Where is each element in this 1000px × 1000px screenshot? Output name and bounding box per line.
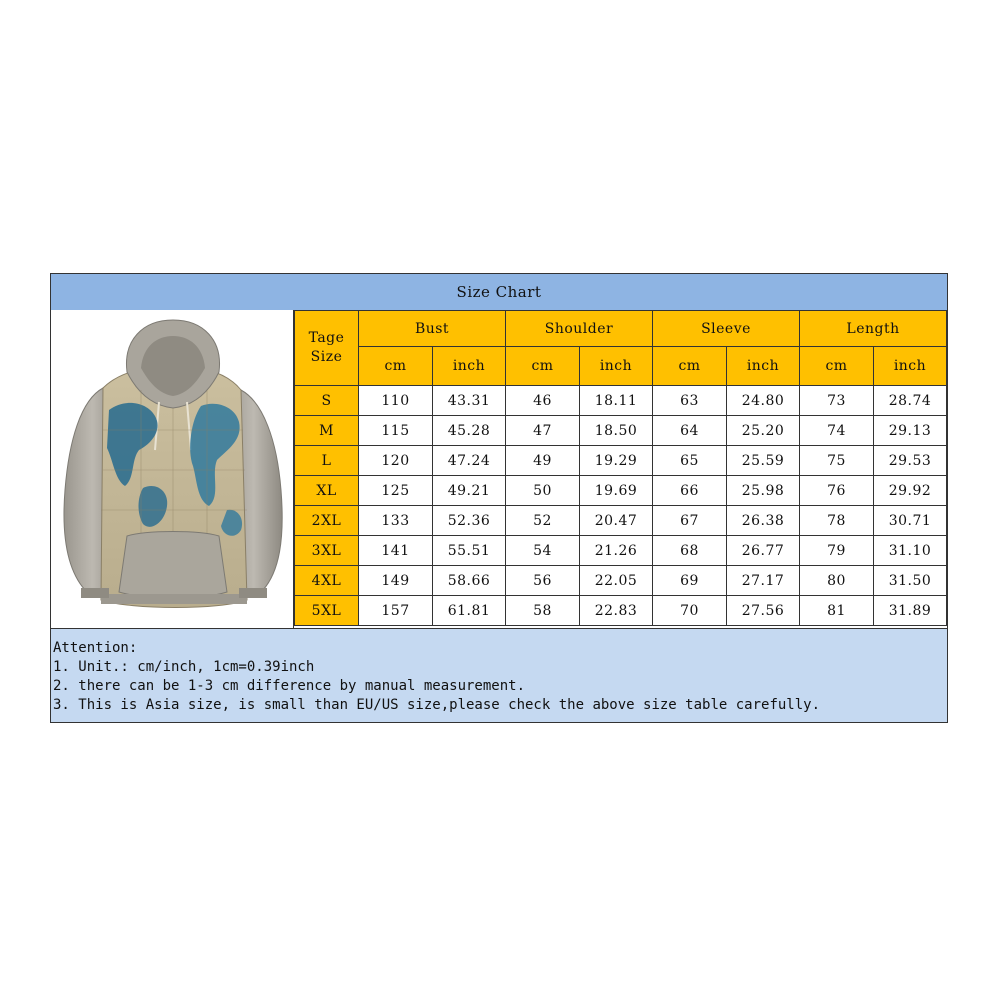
table-row (295, 416, 947, 446)
measurement-cell: 27.56 (727, 596, 800, 626)
size-table (294, 310, 947, 626)
notes-heading: Attention: (53, 640, 138, 656)
measurement-cell: 22.05 (580, 566, 653, 596)
measurement-cell: 70 (653, 596, 727, 626)
group-header-shoulder: Shoulder (506, 311, 653, 347)
table-row (295, 386, 947, 416)
measurement-cell: 67 (653, 506, 727, 536)
table-row (295, 446, 947, 476)
size-cell: 5XL (295, 596, 359, 626)
group-header-sleeve: Sleeve (653, 311, 800, 347)
unit-header-1: inch (433, 347, 506, 386)
size-header-line-1: Tage (308, 330, 345, 346)
measurement-cell: 120 (359, 446, 433, 476)
group-header-bust: Bust (359, 311, 506, 347)
measurement-cell: 46 (506, 386, 580, 416)
size-chart-title: Size Chart (51, 274, 947, 311)
measurement-cell: 75 (800, 446, 874, 476)
hoodie-illustration (51, 310, 294, 628)
size-cell: 2XL (295, 506, 359, 536)
measurement-cell: 26.38 (727, 506, 800, 536)
measurement-cell: 43.31 (433, 386, 506, 416)
measurement-cell: 25.98 (727, 476, 800, 506)
measurement-cell: 69 (653, 566, 727, 596)
measurement-cell: 31.10 (874, 536, 947, 566)
measurement-cell: 26.77 (727, 536, 800, 566)
measurement-cell: 58 (506, 596, 580, 626)
size-cell: 3XL (295, 536, 359, 566)
measurement-cell: 50 (506, 476, 580, 506)
measurement-cell: 27.17 (727, 566, 800, 596)
measurement-cell: 25.59 (727, 446, 800, 476)
measurement-cell: 29.92 (874, 476, 947, 506)
product-image-hoodie (51, 310, 294, 628)
measurement-cell: 24.80 (727, 386, 800, 416)
measurement-cell: 141 (359, 536, 433, 566)
measurement-cell: 157 (359, 596, 433, 626)
measurement-cell: 56 (506, 566, 580, 596)
measurement-cell: 29.53 (874, 446, 947, 476)
size-cell: L (295, 446, 359, 476)
measurement-cell: 64 (653, 416, 727, 446)
measurement-cell: 28.74 (874, 386, 947, 416)
measurement-cell: 125 (359, 476, 433, 506)
measurement-cell: 78 (800, 506, 874, 536)
measurement-cell: 55.51 (433, 536, 506, 566)
measurement-cell: 49.21 (433, 476, 506, 506)
size-chart (50, 273, 948, 723)
measurement-cell: 30.71 (874, 506, 947, 536)
measurement-cell: 61.81 (433, 596, 506, 626)
unit-header-2: cm (506, 347, 580, 386)
size-table-body (295, 311, 947, 626)
unit-header-5: inch (727, 347, 800, 386)
measurement-cell: 18.50 (580, 416, 653, 446)
measurement-cell: 54 (506, 536, 580, 566)
note-measurement: 2. there can be 1-3 cm difference by manual measurement. (53, 678, 526, 694)
size-header-line-2: Size (310, 349, 343, 365)
unit-header-6: cm (800, 347, 874, 386)
measurement-cell: 66 (653, 476, 727, 506)
table-row (295, 596, 947, 626)
unit-header-0: cm (359, 347, 433, 386)
measurement-cell: 29.13 (874, 416, 947, 446)
table-row (295, 566, 947, 596)
measurement-cell: 74 (800, 416, 874, 446)
measurement-cell: 25.20 (727, 416, 800, 446)
measurement-cell: 65 (653, 446, 727, 476)
measurement-cell: 63 (653, 386, 727, 416)
measurement-cell: 79 (800, 536, 874, 566)
measurement-cell: 47 (506, 416, 580, 446)
unit-header-7: inch (874, 347, 947, 386)
measurement-cell: 19.69 (580, 476, 653, 506)
size-cell: 4XL (295, 566, 359, 596)
measurement-cell: 31.50 (874, 566, 947, 596)
size-cell: XL (295, 476, 359, 506)
measurement-cell: 149 (359, 566, 433, 596)
measurement-cell: 49 (506, 446, 580, 476)
group-header-length: Length (800, 311, 947, 347)
measurement-cell: 52 (506, 506, 580, 536)
measurement-cell: 73 (800, 386, 874, 416)
table-row (295, 476, 947, 506)
measurement-cell: 19.29 (580, 446, 653, 476)
size-header-cell (295, 311, 359, 386)
measurement-cell: 115 (359, 416, 433, 446)
measurement-cell: 18.11 (580, 386, 653, 416)
unit-header-3: inch (580, 347, 653, 386)
measurement-cell: 21.26 (580, 536, 653, 566)
measurement-cell: 47.24 (433, 446, 506, 476)
table-row (295, 506, 947, 536)
unit-header-row (295, 347, 947, 386)
unit-header-4: cm (653, 347, 727, 386)
measurement-cell: 58.66 (433, 566, 506, 596)
measurement-cell: 81 (800, 596, 874, 626)
measurement-cell: 68 (653, 536, 727, 566)
size-cell: M (295, 416, 359, 446)
measurement-cell: 22.83 (580, 596, 653, 626)
note-unit: 1. Unit.: cm/inch, 1cm=0.39inch (53, 659, 315, 675)
note-asia-size: 3. This is Asia size, is small than EU/US size,please check the above size table carefully. (53, 697, 821, 713)
measurement-cell: 76 (800, 476, 874, 506)
table-row (295, 536, 947, 566)
size-cell: S (295, 386, 359, 416)
measurement-cell: 80 (800, 566, 874, 596)
measurement-cell: 52.36 (433, 506, 506, 536)
measurement-cell: 31.89 (874, 596, 947, 626)
attention-notes (51, 628, 947, 722)
measurement-cell: 133 (359, 506, 433, 536)
measurement-cell: 20.47 (580, 506, 653, 536)
measurement-cell: 110 (359, 386, 433, 416)
measurement-cell: 45.28 (433, 416, 506, 446)
